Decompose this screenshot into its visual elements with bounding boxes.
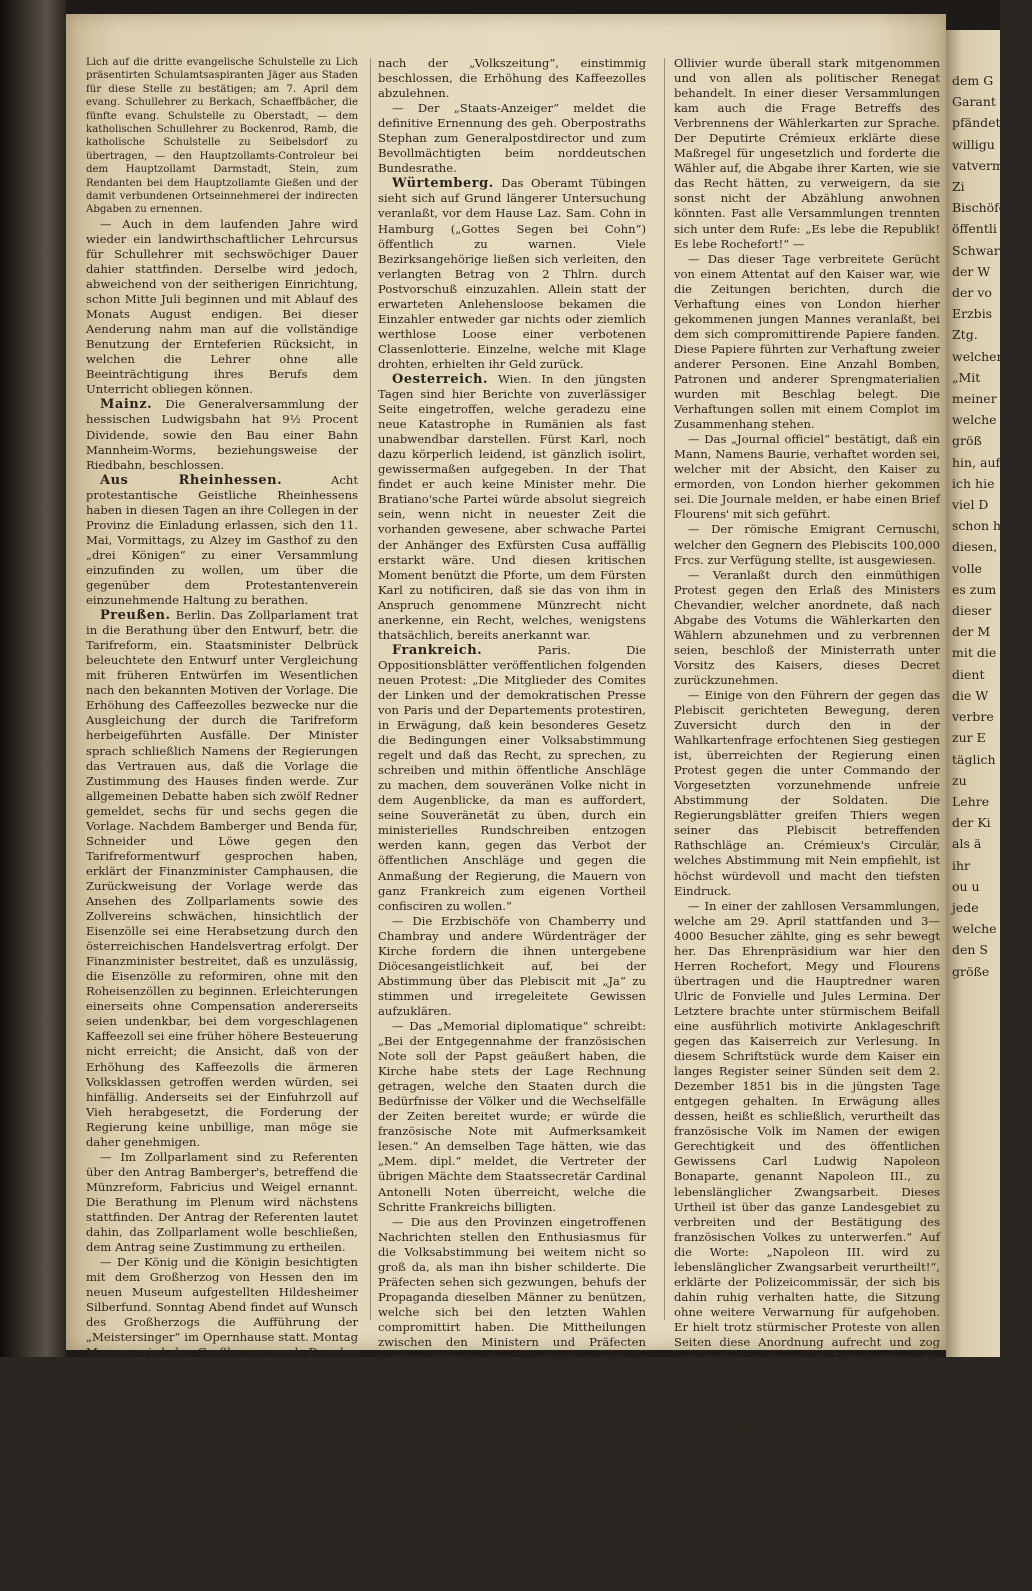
adjacent-page-fragment: der Ki <box>952 815 991 831</box>
paragraph: — Der römische Emigrant Cernuschi, welcher den Gegnern des Plebiscits 100,000 Frcs. zur Verfügung stellte, ist ausgewiesen. <box>674 522 940 567</box>
section-heading: Frankreich. <box>392 642 483 658</box>
section-heading: Preußen. <box>100 608 171 624</box>
column-2 <box>378 56 646 1560</box>
section-heading: Würtemberg. <box>392 176 494 192</box>
paragraph: Frankreich. Paris. Die Oppositionsblätter veröffentlichen folgenden neuen Protest: „Die Mitglieder des Comites der Linken und der demokratischen Presse von Paris und der Departements protestiren, in Erwägung, daß kein besonderes Gesetz die Bedingungen einer Volksabstimmung regelt und daß das Recht, zu sprechen, zu schreiben und mithin öffentliche Anschläge zu machen, dem souveränen Volke nicht in dem Augenblicke, da man es auffordert, seine Souveränetät zu üben, durch ein ministerielles Rundschreiben entzogen werden kann, gegen das Verbot der öffentlichen Anschläge und gegen die Anmaßung der Regierung, die Mauern von ganz Frankreich zum eigenen Vortheil confisciren zu wollen.“ <box>378 642 646 913</box>
adjacent-page-fragment: der W <box>952 263 991 279</box>
adjacent-page-fragment: jede <box>952 899 979 915</box>
adjacent-page-fragment: welche <box>952 412 997 428</box>
adjacent-page-fragment: Schwar <box>952 242 1000 258</box>
adjacent-page-fragment: dient <box>952 666 985 682</box>
adjacent-page-fragment: Zi <box>952 179 965 195</box>
paragraph: nach der „Volkszeitung“, einstimmig beschlossen, die Erhöhung des Kaffeezolles abzulehnen. <box>378 56 646 101</box>
column-1 <box>86 56 358 1511</box>
adjacent-page-fragment: zur E <box>952 730 986 746</box>
adjacent-page-fragment: meiner <box>952 391 997 407</box>
adjacent-page-fragment: ou u <box>952 878 980 894</box>
paragraph: — Das „Journal officiel“ bestätigt, daß ein Mann, Namens Baurie, verhaftet worden sei, welcher mit der Absicht, den Kaiser zu ermorden, von London hierher gekommen sei. Die Journale melden, er habe einen Brief Flourens' mit sich geführt. <box>674 432 940 522</box>
adjacent-page-text <box>952 70 1032 982</box>
paragraph: Lich auf die dritte evangelische Schulstelle zu Lich präsentirten Schulamtsaspiranten Jäger aus Staden für diese Stelle zu bestätigen; am 7. April dem evang. Schullehrer zu Berkach, Schaeffbächer, die fünfte evang. Schulstelle zu Oberstadt, — dem katholischen Schullehrer zu Bockenrod, Ramb, die katholische Schulstelle zu Seibelsdorf zu übertragen, — den Hauptzollamts-Controleur bei dem Hauptzollamt Darmstadt, Stein, zum Rendanten bei dem Hauptzollamte Gießen und der damit verbundenen Ortseinnehmerei der indirecten Abgaben zu ernennen. <box>86 57 358 216</box>
adjacent-page-fragment: als ä <box>952 836 982 852</box>
paragraph: — In einer der zahllosen Versammlungen, welche am 29. April stattfanden und 3—4000 Besucher zählte, ging es sehr bewegt her. Das Ehrenpräsidium war hier den Herren Rochefort, Megy und Flourens übertragen und die Hauptredner waren Ulric de Fonvielle und Jules Lermina. Der Letztere brachte unter stürmischem Beifall eine ausführlich motivirte Anklageschrift gegen das Kaiserreich zur Verlesung. In diesem Schriftstück wurde dem Kaiser ein langes Register seiner Sünden seit dem 2. Dezember 1851 bis in die jüngsten Tage entgegen gehalten. In Erwägung alles dessen, heißt es schließlich, verurtheilt das französische Volk im Namen der ewigen Gerechtigkeit und des öffentlichen Gewissens Carl Ludwig Napoleon Bonaparte, genannt Napoleon III., zu lebenslänglicher Zwangsarbeit. Dieses Urtheil ist über das ganze Landesgebiet zu verbreiten und der Bestätigung des französischen Volkes zu unterwerfen.“ Auf die Worte: „Napoleon III. wird zu lebenslänglicher Zwangsarbeit verurtheilt!“, erklärte der Polizeicommissär, der sich bis dahin ruhig verhalten hatte, die Sitzung ohne weitere Verwarnung für aufgehoben. Er hielt trotz stürmischer Proteste von allen Seiten diese Anordnung aufrecht und zog sich zurück, während die Versammlung die Marseillaise und den Chor der Girondisten anstimmte. Die Versammlung ging endlich auseinander. Auf der Straße kamen noch mehrere Verhaftungen vor. <box>674 898 940 1425</box>
paragraph: — Die Fraction der Fortschrittspartei hat <box>100 1496 343 1511</box>
adjacent-page-fragment: welche <box>952 921 997 937</box>
paragraph: — Auch in dem laufenden Jahre wird wieder ein landwirthschaftlicher Lehrcursus für Schullehrer mit sechswöchiger Dauer dahier stattfinden. Derselbe wird jedoch, abweichend von der seitherigen Einrichtung, schon Mitte Juli beginnen und mit Ablauf des Monats August endigen. Bei dieser Aenderung nahm man auf die vollständige Benutzung der Ernteferien Rücksicht, in welchen die Lehrer ohne alle Beeinträchtigung ihres Berufs dem Unterricht obliegen können. <box>86 216 358 397</box>
paragraph: — Der König und die Königin besichtigten mit dem Großherzog von Hessen den im neuen Museum aufgestellten Hildesheimer Silberfund. Sonntag Abend findet auf Wunsch des Großherzogs die Aufführung der „Meistersinger“ im Opernhause statt. Montag Morgen wird der Großherzog nach Dresden abreisen. <box>86 1255 358 1375</box>
paragraph: Mainz. Die Generalversammlung der hessischen Ludwigsbahn hat 9½ Procent Dividende, sowie den Bau einer Bahn Mannheim-Worms, beziehungsweise der Riedbahn, beschlossen. <box>86 397 358 472</box>
adjacent-page-fragment: verbre <box>952 709 994 725</box>
section-heading: Aus Rheinhessen. <box>100 472 283 488</box>
adjacent-page-fragment: ich hie <box>952 475 995 491</box>
paragraph: — Die aus den Provinzen eingetroffenen Nachrichten stellen den Enthusiasmus für die Volksabstimmung bei weitem nicht so groß da, als man ihn bisher schilderte. Die Präfecten sehen sich gezwungen, behufs der Propaganda dieselben Männer zu benützen, welche sich bei den letzten Wahlen compromittirt haben. Die Mittheilungen zwischen den Ministern und Präfecten nehmen übrigens den Telegraph so stark in Anspruch, daß das Privatpublikum anfängt, sich zu beklagen. In den Städten regt sich die Opposition immer stärker. <box>378 1214 646 1410</box>
paragraph: — Das dieser Tage verbreitete Gerücht von einem Attentat auf den Kaiser war, wie die Zeitungen berichten, durch die Verhaftung eines von London hierher gekommenen jungen Mannes veranlaßt, bei dem sich compromittirende Papiere fanden. Diese Papiere führten zur Verhaftung zweier anderer Personen. Eine Anzahl Bomben, Patronen und anderer Sprengmaterialien wurden mit Beschlag belegt. Die Verhaftungen sollen mit einem Complot im Zusammenhang stehen. <box>674 251 940 432</box>
adjacent-page-fragment: viel D <box>952 497 989 513</box>
paragraph: — Am 26. d. fanden zehn öffentliche Versammlungen statt, in welchen das Pleb.scit besprochen wurde. Die Debatten waren im Ganzen wenig stürmisch. Obgleich in allen der socialdemokratischen Republik das Wort geredet wurde, intervenirten die Polizei-Commissäre nicht. Emile <box>378 1455 646 1560</box>
adjacent-page-fragment: der M <box>952 624 991 640</box>
adjacent-page-fragment: ihr <box>952 857 971 873</box>
section-heading: Mainz. <box>100 397 153 413</box>
column-3 <box>674 56 940 1590</box>
paragraph: Preußen. Berlin. Das Zollparlament trat in die Berathung über den Entwurf, betr. die Tarifreform, ein. Staatsminister Delbrück beleuchtete den Entwurf unter Vergleichung mit früheren Entwürfen im Wesentlichen nach den bekannten Motiven der Vorlage. Die Erhöhung des Caffeezolles bezwecke nur die Ausgleichung der durch die Tarifreform herbeigeführten Ausfälle. Der Minister sprach schließlich Namens der Regierungen das Vertrauen aus, daß die Vorlage die Zustimmung des Hauses finden werde. Zur allgemeinen Debatte haben sich zwölf Redner gemeldet, sechs für und sechs gegen die Vorlage. Nachdem Bamberger und Benda für, Schneider und Löwe gegen den Tarifreformentwurf gesprochen haben, erklärt der Finanzminister Camphausen, die Zurückweisung der Vorlage werde das Ansehen des Zollparlaments sowie des Zollvereins schwächen, hinsichtlich der Eisenzölle sei eine Herabsetzung durch den österreichischen Handelsvertrag erfolgt. Der Finanzminister bestreitet, daß es unzulässig, die Eisenzölle zu reformiren, ohne mit den Roheisenzöllen zu beginnen. Erleichterungen einerseits ohne Compensation andererseits seien undenkbar, bei dem vorgeschlagenen Kaffeezoll sei eine früher höhere Besteuerung nicht erreicht; die Ansicht, daß von der Erhöhung des Kaffeezolls die ärmeren Volksklassen getroffen werden würden, sei hinfällig. Anderseits sei der Einfuhrzoll auf Vieh herabgesetzt, die Forderung der Regierung keine unbillige, man möge sie daher genehmigen. <box>86 608 358 1149</box>
paragraph: — Ledru-Rollin hat, wie die Liberté meldet, Paris verlassen und sich nach London zurückbegeben. <box>378 1410 646 1455</box>
adjacent-page-fragment: größe <box>952 963 990 979</box>
adjacent-page-fragment: öffentli <box>952 221 997 237</box>
adjacent-page-fragment: dieser <box>952 603 992 619</box>
adjacent-page-fragment: volle <box>952 560 982 576</box>
column-rule <box>664 58 665 1320</box>
adjacent-page-edge <box>946 30 1007 1357</box>
paragraph: — Veranlaßt durch den einmüthigen Protest gegen den Erlaß des Ministers Chevandier, welcher anordnete, daß nach Abgabe des Votums die Wählerkarten den Wählern abzunehmen und zu verbrennen seien, beschloß der Ministerrath unter Vorsitz des Kaisers, dieses Decret zurückzunehmen. <box>674 567 940 687</box>
section-heading: Großbritannien. <box>688 1425 814 1441</box>
adjacent-page-fragment: Lehre <box>952 793 990 809</box>
adjacent-page-fragment: Garant <box>952 94 996 110</box>
adjacent-page-fragment: Bischöfe <box>952 200 1007 216</box>
paragraph: — Das „Memorial diplomatique“ schreibt: „Bei der Entgegennahme der französischen Note soll der Papst geäußert haben, die Kirche habe stets der Lage Rechnung getragen, welche den Staaten durch die Bedürfnisse der Völker und die Wechselfälle der Zeiten bereitet wurde; er würde die französische Note mit Aufmerksamkeit lesen.“ An demselben Tage hätten, wie das „Mem. dipl.“ meldet, die Vertreter der übrigen Mächte dem Staatssecretär Cardinal Antonelli Noten überreicht, welche die Schritte Frankreichs billigten. <box>378 1019 646 1214</box>
adjacent-page-fragment: mit die <box>952 645 997 661</box>
paragraph: Großbritannien. Am Horizonte der orientalischen Frage dämmert wieder ein schwarzes Pünktchen auf. Londoner Blätter wissen von einem offiziellen Proteste zu melden, den die Pforte bei Lord Clarendon durch ihren dortigen Botschafter gegen das ägyptische Anlehen erhoben habe. Der Protest bestreitet dem Khedive das Recht der freien Disposition über seine Privatchatoulle. Das Vermögen des Vicekönigs sei <box>674 1425 940 1590</box>
paragraph: Oesterreich. Wien. In den jüngsten Tagen sind hier Berichte von zuverlässiger Seite eingetroffen, welche geradezu eine neue Katastrophe in Rumänien als fast unabwendbar darstellen. Fürst Karl, noch dazu körperlich leidend, ist gänzlich isolirt, gewissermaßen aufgegeben. In der That findet er auch keine Minister mehr. Die Bratiano'sche Partei würde absolut siegreich sein, wenn nicht in neuester Zeit die vorhanden gewesene, aber schwache Partei der Anhänger des Exfürsten Cusa auffällig erstarkt wäre. Und diesen kritischen Moment benützt die Pforte, um dem Fürsten Karl zu notificiren, daß sie das von ihm in Anspruch genommene Münzrecht nicht anerkenne, ein Recht, welches, wenigstens thatsächlich, bereits anerkannt war. <box>378 371 646 642</box>
paragraph: Aus Rheinhessen. Acht protestantische Geistliche Rheinhessens haben in diesen Tagen an ihre Collegen in der Provinz die Einladung erlassen, sich den 11. Mai, Vormittags, zu Alzey im Gasthof zu den „drei Königen“ zu einer Versammlung einzufinden zu wollen, um über die gegenüber dem Protestantenverein einzunehmende Haltung zu berathen. <box>86 472 358 608</box>
adjacent-page-fragment: pfändet <box>952 115 1001 131</box>
adjacent-page-fragment: Erzbis <box>952 306 993 322</box>
paragraph: Würtemberg. Das Oberamt Tübingen sieht sich auf Grund längerer Untersuchung veranlaßt, vor dem Hause Laz. Sam. Cohn in Hamburg („Gottes Segen bei Cohn“) öffentlich zu warnen. Viele Bezirksangehörige ließen sich verleiten, den verlangten Betrag von 2 Thlrn. durch Postvorschuß einzuzahlen. Allein statt der erwarteten Anlehensloose bekamen die Einzahler entweder gar nichts oder ziemlich werthlose Loose einer verbotenen Classenlotterie. Einzelne, welche mit Klage drohten, erhielten ihr Geld zurück. <box>378 176 646 371</box>
column-rule <box>370 58 371 1320</box>
adjacent-page-fragment: hin, auf <box>952 454 1001 470</box>
adjacent-page-fragment: den S <box>952 942 988 958</box>
adjacent-page-fragment: diesen, <box>952 539 998 555</box>
adjacent-page-fragment: vatverm <box>952 157 1004 173</box>
adjacent-page-fragment: Ztg. <box>952 327 978 343</box>
section-heading: Oesterreich. <box>392 371 488 387</box>
adjacent-page-fragment: willigu <box>952 136 995 152</box>
adjacent-page-fragment: es zum <box>952 581 997 597</box>
adjacent-page-fragment: „Mit <box>952 369 981 385</box>
paragraph: Ollivier wurde überall stark mitgenommen und von allen als politischer Renegat behandelt. In einer dieser Versammlungen kam auch die Frage Betreffs des Verbrennens der Wählerkarten zur Sprache. Der Deputirte Crémieux erklärte diese Maßregel für ungesetzlich und forderte die Wähler auf, die Abgabe ihrer Karten, wie sie das Recht hätten, zu verweigern, da sie sonst nicht der Abzählung anwohnen könnten. Fast alle Versammlungen trennten sich unter dem Rufe: „Es lebe die Republik! Es lebe Rochefort!“ — <box>674 56 940 251</box>
book-spine <box>0 0 66 1357</box>
adjacent-page-fragment: dem G <box>952 73 994 88</box>
adjacent-page-fragment: größ <box>952 433 982 449</box>
adjacent-page-fragment: die W <box>952 687 989 703</box>
adjacent-page-fragment: täglich <box>952 751 996 767</box>
paragraph: — In dem Zollparlament wurde die Generaldebatte über die Tarifvorlage fortgesetzt. Miquel erklärte sich mit einzelnen Vorbehalten für die Vorlage, Mohl und Wedemeyer dagegen. Der Bundescommissär Michaelis recapitulirte die Debatte und empfahl Annahme des Tarifs. Die Generaldebatte wurde hierauf geschlossen. In der Specialdebatte wurden die Positionen unter Nr. 1 angenommen. <box>86 1376 358 1495</box>
paragraph: — Im Zollparlament sind zu Referenten über den Antrag Bamberger's, betreffend die Münzreform, Fabricius und Weigel ernannt. Die Berathung im Plenum wird nächstens stattfinden. Der Antrag der Referenten lautet dahin, das Zollparlament wolle beschließen, dem Antrag seine Zustimmung zu ertheilen. <box>86 1149 358 1255</box>
adjacent-page-fragment: der vo <box>952 285 992 301</box>
paragraph: — Der „Staats-Anzeiger“ meldet die definitive Ernennung des geh. Oberpostraths Stephan zum Generalpostdirector und zum Bevollmächtigten beim norddeutschen Bundesrathe. <box>378 101 646 176</box>
adjacent-page-fragment: zu <box>952 772 967 788</box>
adjacent-page-fragment: welcher <box>952 348 1003 364</box>
paragraph: — Die Erzbischöfe von Chamberry und Chambray und andere Würdenträger der Kirche fordern die ihnen untergebene Diöcesangeistlichkeit auf, bei der Abstimmung über das Plebiscit mit „Ja“ zu stimmen und irregeleitete Gewissen aufzuklären. <box>378 913 646 1018</box>
paragraph: — Einige von den Führern der gegen das Plebiscit gerichteten Bewegung, deren Zuversicht durch den in der Wahlkartenfrage erfochtenen Sieg gestiegen ist, überreichten der Regierung einen Protest gegen die unter Commando der Vorgesetzten vorzunehmende unfreie Abstimmung der Soldaten. Die Regierungsblätter greifen Thiers wegen seiner das Plebiscit betreffenden Rathschläge an. Crémieux's Circulär, welches Abstimmung mit Nein empfiehlt, ist höchst würdevoll und macht den tiefsten Eindruck. <box>674 687 940 898</box>
adjacent-page-fragment: schon h <box>952 518 1002 534</box>
